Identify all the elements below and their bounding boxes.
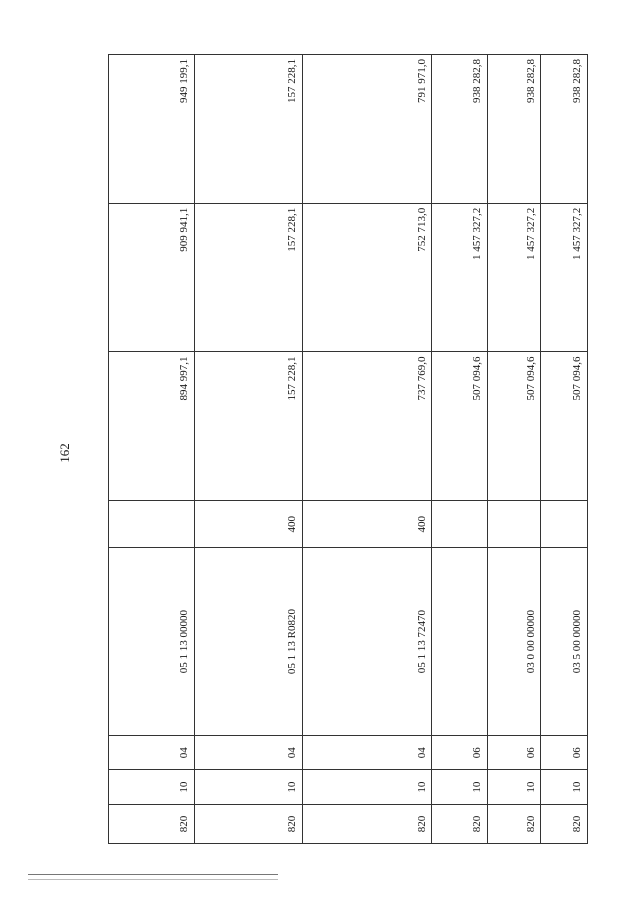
cell-pr: 04 [303, 736, 432, 770]
cell-vr [432, 501, 488, 548]
cell-value-2: 909 941,1 [109, 203, 195, 352]
cell-gr: 820 [541, 804, 588, 843]
cell-rz: 10 [303, 770, 432, 804]
scan-edge-line [28, 874, 278, 875]
scan-edge-line [28, 879, 278, 880]
cell-csr: 05 1 13 72470 [303, 548, 432, 736]
cell-vr [109, 501, 195, 548]
cell-rz: 10 [109, 770, 195, 804]
cell-value-1: 157 228,1 [194, 352, 302, 501]
cell-pr: 06 [432, 736, 488, 770]
cell-pr: 06 [487, 736, 541, 770]
cell-value-3: 949 199,1 [109, 55, 195, 204]
cell-vr: 400 [194, 501, 302, 548]
cell-value-2: 752 713,0 [303, 203, 432, 352]
cell-value-3: 938 282,8 [487, 55, 541, 204]
cell-gr: 820 [487, 804, 541, 843]
cell-pr: 04 [194, 736, 302, 770]
cell-csr [432, 548, 488, 736]
cell-value-3: 791 971,0 [303, 55, 432, 204]
cell-vr [541, 501, 588, 548]
cell-vr: 400 [303, 501, 432, 548]
cell-value-2: 1 457 327,2 [487, 203, 541, 352]
cell-vr [487, 501, 541, 548]
table-row [194, 55, 302, 844]
cell-value-1: 507 094,6 [487, 352, 541, 501]
cell-value-3: 157 228,1 [194, 55, 302, 204]
page-number: 162 [56, 443, 72, 463]
cell-gr: 820 [109, 804, 195, 843]
cell-value-2: 157 228,1 [194, 203, 302, 352]
cell-value-2: 1 457 327,2 [541, 203, 588, 352]
cell-rz: 10 [194, 770, 302, 804]
cell-csr: 05 1 13 00000 [109, 548, 195, 736]
cell-csr: 03 0 00 00000 [487, 548, 541, 736]
cell-gr: 820 [303, 804, 432, 843]
cell-pr: 06 [541, 736, 588, 770]
cell-csr: 05 1 13 R0820 [194, 548, 302, 736]
cell-value-3: 938 282,8 [432, 55, 488, 204]
rotated-table-container [108, 54, 588, 844]
cell-rz: 10 [432, 770, 488, 804]
budget-table [108, 54, 588, 844]
cell-value-1: 894 997,1 [109, 352, 195, 501]
cell-value-1: 737 769,0 [303, 352, 432, 501]
cell-value-3: 938 282,8 [541, 55, 588, 204]
cell-rz: 10 [541, 770, 588, 804]
cell-gr: 820 [194, 804, 302, 843]
table-row [487, 55, 541, 844]
cell-pr: 04 [109, 736, 195, 770]
cell-gr: 820 [432, 804, 488, 843]
table-row [432, 55, 488, 844]
table-row [303, 55, 432, 844]
cell-value-1: 507 094,6 [432, 352, 488, 501]
cell-rz: 10 [487, 770, 541, 804]
table-row [109, 55, 195, 844]
cell-value-1: 507 094,6 [541, 352, 588, 501]
table-row [541, 55, 588, 844]
cell-csr: 03 5 00 00000 [541, 548, 588, 736]
cell-value-2: 1 457 327,2 [432, 203, 488, 352]
